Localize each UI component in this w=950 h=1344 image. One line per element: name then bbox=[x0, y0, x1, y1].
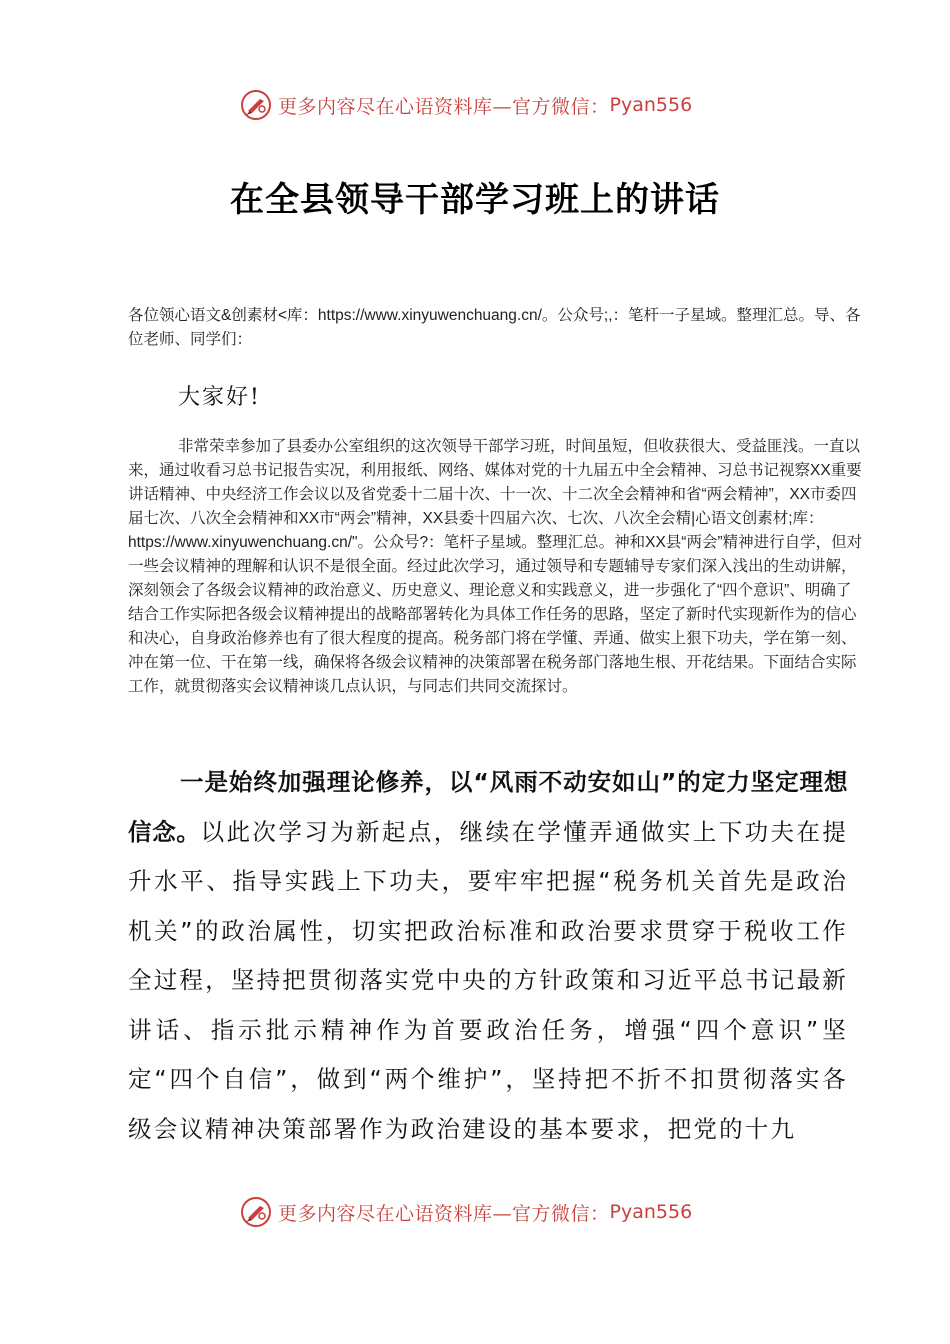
greeting: 大家好! bbox=[178, 385, 261, 410]
header-banner-text: 更多内容尽在心语资料库—官方微信： bbox=[278, 95, 610, 118]
section-1-body: 以此次学习为新起点，继续在学懂弄通做实上下功夫在提升水平、指导实践上下功夫，要牢牢把握“税务机关首先是政治机关”的政治属性，切实把政治标准和政治要求贯穿于税收工作全过程，坚持把贯彻落实党中央的方针政策和习近平总书记最新讲话、指示批示精神作为首要政治任务，增强“四个意识”坚定“四个自信”，做到“两个维护”，坚持把不折不扣贯彻落实各级会议精神决策部署作为政治建设的基本要求，把党的十九 bbox=[128, 817, 849, 1143]
footer-banner bbox=[240, 1195, 740, 1229]
salutation: 各位领心语文&创素材<库：https://www.xinyuwenchuang.cn/。公众号;,：笔杆一子星域。整理汇总。导、各位老师、同学们： bbox=[128, 307, 861, 348]
header-banner-id: Pyan556 bbox=[609, 94, 693, 116]
header-banner bbox=[240, 88, 740, 122]
brush-logo-icon bbox=[240, 89, 272, 121]
paragraph-intro: 非常荣幸参加了县委办公室组织的这次领导干部学习班，时间虽短，但收获很大、受益匪浅。一直以来，通过收看习总书记报告实况，利用报纸、网络、媒体对党的十九届五中全会精神、习总书记视察XX重要讲话精神、中央经济工作会议以及省党委十二届十次、十一次、十二次全会精神和省“两会精神”，XX市委四届七次、八次全会精神和XX市“两会”精神，XX县委十四届六次、七次、八次全会精|心语文创素材;库：https://www.xinyuwenchuang.cn/"。公众号?：笔杆子星域。整理汇总。神和XX县“两会”精神进行自学，但对一些会议精神的理解和认识不是很全面。经过此次学习，通过领导和专题辅导专家们深入浅出的生动讲解，深刻领会了各级会议精神的政治意义、历史意义、理论意义和实践意义，进一步强化了“四个意识”、明确了结合工作实际把各级会议精神提出的战略部署转化为具体工作任务的思路，坚定了新时代实现新作为的信心和决心，自身政治修养也有了很大程度的提高。税务部门将在学懂、弄通、做实上狠下功夫，学在第一刻、冲在第一位、干在第一线，确保将各级会议精神的决策部署在税务部门落地生根、开花结果。下面结合实际工作，就贯彻落实会议精神谈几点认识，与同志们共同交流探讨。 bbox=[128, 438, 863, 695]
document-title: 在全县领导干部学习班上的讲话 bbox=[230, 180, 720, 220]
section-1 bbox=[128, 758, 848, 1154]
footer-banner-text: 更多内容尽在心语资料库—官方微信： bbox=[278, 1202, 610, 1225]
section-1-heading: 一是始终加强理论修养，以“风雨不动安如山”的定力坚定理想信念。 bbox=[128, 768, 848, 846]
brush-logo-icon bbox=[240, 1196, 272, 1228]
footer-banner-id: Pyan556 bbox=[609, 1201, 693, 1223]
